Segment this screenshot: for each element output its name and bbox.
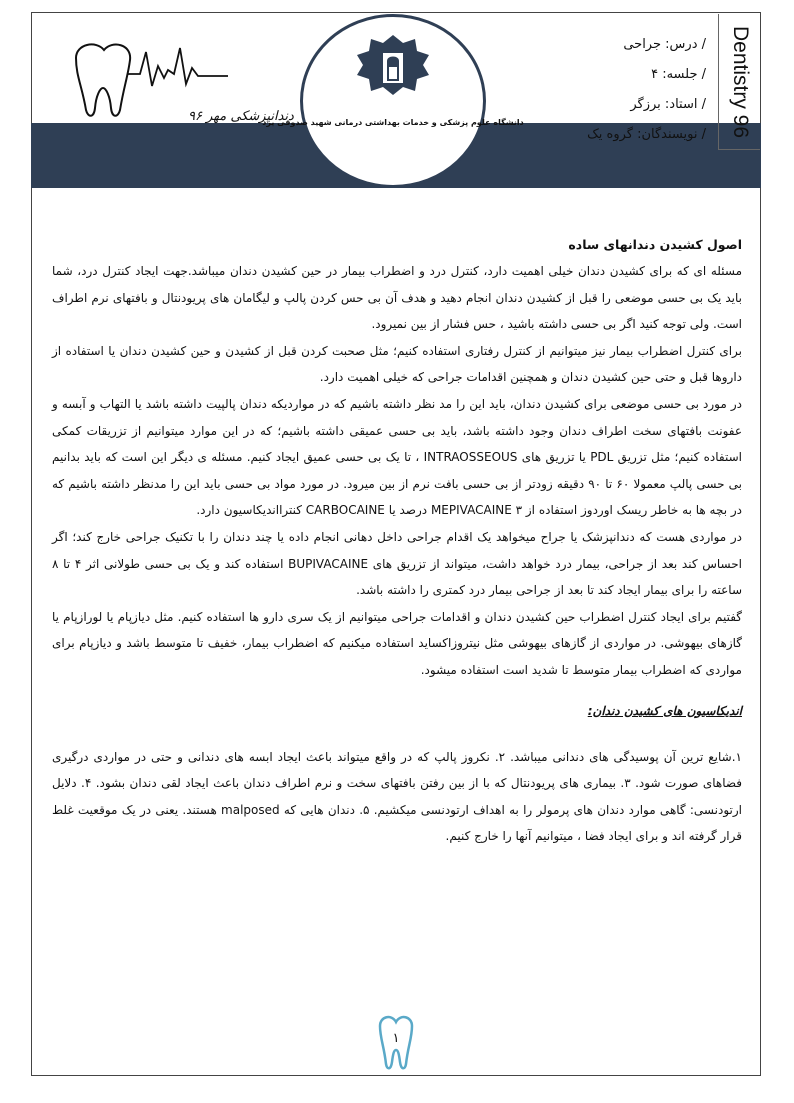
paragraph: در مورد بی حسی موضعی برای کشیدن دندان، باید این را مد نظر داشته باشیم که در مواردیکه دندان پالپیت داشته باشد یا التهاب و آبسه و عفونت بافتهای سخت اطراف دندان وجود داشته باشد، باید بی حسی عمیقی داشته باشیم؛ که در این موارد میتوانیم از تزریقات کمکی استفاده کنیم؛ مثل تزریق PDL یا تزریق های INTRAOSSEOUS ، تا یک بی حسی عمیق ایجاد کنیم. مسئله ی دیگر این است که باید بدانیم بی حسی پالپ معمولا ۶۰ تا ۹۰ دقیقه زودتر از بی حسی بافت نرم از بین میرود. در مورد مواد بی حسی باید این را مدنظر داشته باشیم که در بچه ها به خاطر ریسک اوردوز استفاده از MEPIVACAINE ۳ درصد یا CARBOCAINE کنترااندیکاسیون دارد.	[52, 396, 743, 518]
brand-signature: دندانپزشکی مهر ۹۶	[188, 109, 294, 124]
meta-session: / جلسه: ۴	[651, 67, 706, 82]
paragraph: ۱.شایع ترین آن پوسیدگی های دندانی میباشد. ۲. نکروز پالپ که در واقع میتواند باعث ایجاد ابسه های دندانی و حتی در مواردی درگیری فضاهای صورت شود. ۳. بیماری های پریودنتال که با از بین رفتن بافتهای سخت و نرم اطراف دندان باعث ایجاد لقی دندان بشود. ۴. دلایل ارتودنسی: گاهی موارد دندان های پرمولر را به اهداف ارتودنسی میکشیم. ۵. دندان هایی که malposed هستند. یعنی در یک موقعیت غلط قرار گرفته اند و برای ایجاد فضا ، میتوانیم آنها را خارج کنیم.	[52, 749, 742, 844]
meta-course: / درس: جراحی	[623, 37, 706, 52]
tooth-heartbeat-logo	[68, 38, 294, 138]
section-title: اصول کشیدن دندانهای ساده	[568, 237, 742, 252]
seal-text: دانشگاه علوم پزشکی و خدمات بهداشتی درمانی شهید صدوقی یزد	[262, 118, 524, 127]
paragraph: مسئله ای که برای کشیدن دندان خیلی اهمیت دارد، کنترل درد و اضطراب بیمار در حین کشیدن دندان میباشد.جهت ایجاد کنترل درد، شما باید یک بی حسی موضعی را قبل از کشیدن دندان انجام دهید و هدف آن بی حس کردن پالپ و لیگامان های پریودنتال و بافتهای نرم اطراف است. ولی توجه کنید اگر بی حسی داشته باشید ، حس فشار از بین نمیرود.	[52, 264, 742, 332]
paragraph: در مواردی هست که دندانپزشک یا جراح میخواهد یک اقدام جراحی داخل دهانی انجام داده یا چند دندان را با تکنیک جراحی خارج کند؛ اگر احساس کند بعد از جراحی، بیمار درد خواهد داشت، میتواند از تزریق های BUPIVACAINE استفاده کند و یک بی حسی طولانی اثر ۴ تا ۸ ساعته را برای بیمار ایجاد کند تا بعد از جراحی بیمار درد کمتری را داشته باشد.	[52, 529, 742, 598]
course-label	[718, 14, 760, 150]
course-label-text: Dentistry 96	[728, 25, 752, 138]
document-body	[52, 232, 742, 850]
paragraph: برای کنترل اضطراب بیمار نیز میتوانیم از کنترل رفتاری استفاده کنیم؛ مثل صحبت کردن قبل از کشیدن و حین کشیدن دندان یا استفاده از داروها قبل و حتی حین کشیدن دندان و همچنین اقدامات جراحی که خیلی اهمیت دارد.	[52, 343, 742, 385]
lecture-meta	[496, 30, 706, 150]
university-seal	[262, 14, 524, 188]
section-title: اندیکاسیون های کشیدن دندان:	[587, 703, 742, 718]
paragraph: گفتیم برای ایجاد کنترل اضطراب حین کشیدن دندان و اقدامات جراحی میتوانیم از یک سری دارو ها استفاده کنیم. مثل دیازپام یا لورازپام یا گازهای بیهوشی. در مواردی از گازهای بیهوشی مثل نیتروزاکساید استفاده میکنیم که اضطراب بیمار، خفیف تا متوسط باشد و دیازپام برای مواردی که اضطراب بیمار متوسط تا شدید است استفاده میشود.	[52, 609, 742, 677]
meta-professor: / استاد: برزگر	[630, 97, 706, 112]
page-number: ۱	[392, 1031, 400, 1046]
meta-authors: / نویسندگان: گروه یک	[587, 127, 706, 142]
tooth-icon	[376, 1014, 416, 1070]
